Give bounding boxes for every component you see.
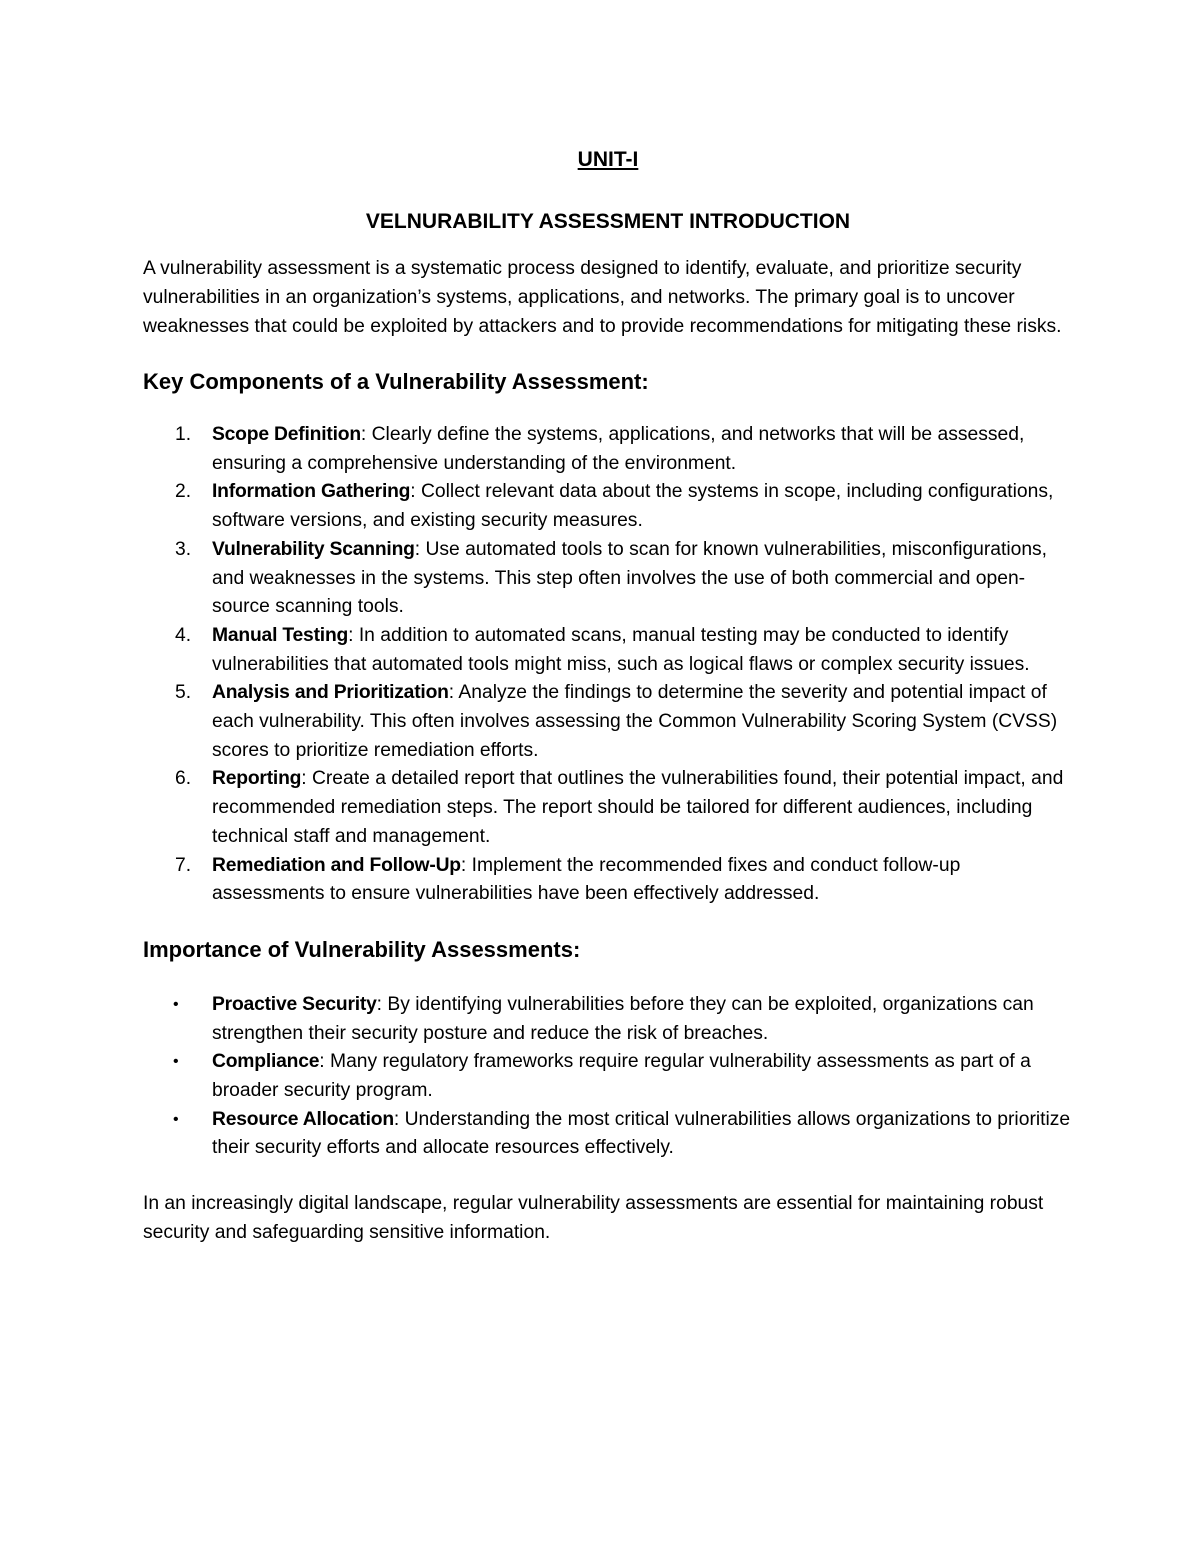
list-number: 2. (175, 481, 192, 503)
list-number: 7. (175, 854, 192, 876)
list-item-text: : Analyze the findings to determine the severity and potential impact of each vulnerability. This often involves assessing the Common Vulnerability Scoring System (CVSS) scores to prioritize remediation efforts. (212, 682, 1058, 761)
list-item-term: Compliance (212, 1051, 320, 1073)
list-item-term: Proactive Security (212, 993, 377, 1015)
list-item-text: : By identifying vulnerabilities before they can be exploited, organizations can strengthen their security posture and reduce the risk of breaches. (212, 993, 1034, 1044)
list-item-term: Scope Definition (212, 424, 361, 445)
list-item-term: Information Gathering (212, 481, 411, 503)
list-item-text: : Understanding the most critical vulnerabilities allows organizations to prioritize their security efforts and allocate resources effectively. (212, 1108, 1071, 1159)
unit-title: UNIT-I (577, 148, 639, 171)
list-item (143, 679, 1073, 765)
list-item-term: Remediation and Follow-Up (212, 854, 461, 876)
list-item-text: : Clearly define the systems, applications, and networks that will be assessed, ensuring a comprehensive understanding of the environment. (212, 424, 1025, 474)
list-item (143, 622, 1073, 679)
list-item-term: Reporting (212, 768, 302, 790)
list-item (143, 765, 1073, 851)
importance-heading: Importance of Vulnerability Assessments: (143, 936, 581, 962)
document-body (143, 142, 1073, 1247)
list-item (143, 478, 1073, 535)
list-item-term: Resource Allocation (212, 1108, 394, 1130)
list-item (143, 1106, 1073, 1163)
intro-paragraph: A vulnerability assessment is a systematic process designed to identify, evaluate, and prioritize security vulnerabilities in an organization’s systems, applications, and networks. The primary goal is to uncover weaknesses that could be exploited by attackers and to provide recommendations for mitigating these risks. (143, 258, 1062, 337)
list-item (143, 991, 1073, 1048)
importance-list (143, 991, 1073, 1163)
list-item (143, 1048, 1073, 1105)
list-item (143, 852, 1073, 909)
list-number: 6. (175, 768, 192, 790)
list-item-text: : Use automated tools to scan for known vulnerabilities, misconfigurations, and weaknesses in the systems. This step often involves the use of both commercial and open-source scanning tools. (212, 538, 1048, 618)
document-title: VELNURABILITY ASSESSMENT INTRODUCTION (365, 210, 851, 233)
list-item-term: Vulnerability Scanning (212, 538, 415, 560)
key-components-list (143, 421, 1073, 909)
list-item-text: : Create a detailed report that outlines the vulnerabilities found, their potential impact, and recommended remediation steps. The report should be tailored for different audiences, including technical staff and management. (212, 768, 1064, 847)
key-components-heading: Key Components of a Vulnerability Assessment: (143, 369, 649, 394)
bullet-icon: • (173, 1110, 179, 1128)
bullet-icon: • (173, 995, 179, 1013)
list-item-text: : In addition to automated scans, manual testing may be conducted to identify vulnerabilities that automated tools might miss, such as logical flaws or complex security issues. (212, 624, 1030, 675)
list-item-term: Analysis and Prioritization (212, 682, 449, 704)
list-item-text: : Many regulatory frameworks require regular vulnerability assessments as part of a broader security program. (212, 1051, 1031, 1102)
list-item (143, 536, 1073, 622)
list-number: 3. (175, 538, 192, 560)
closing-paragraph: In an increasingly digital landscape, regular vulnerability assessments are essential for maintaining robust security and safeguarding sensitive information. (143, 1193, 1044, 1244)
bullet-icon: • (173, 1053, 179, 1071)
list-item-text: : Implement the recommended fixes and conduct follow-up assessments to ensure vulnerabilities have been effectively addressed. (212, 854, 961, 905)
list-item-text: : Collect relevant data about the systems in scope, including configurations, software versions, and existing security measures. (212, 481, 1054, 532)
list-number: 5. (175, 682, 192, 704)
list-number: 1. (175, 424, 192, 445)
list-number: 4. (175, 624, 192, 646)
list-item-term: Manual Testing (212, 624, 349, 646)
list-item (143, 421, 1073, 478)
